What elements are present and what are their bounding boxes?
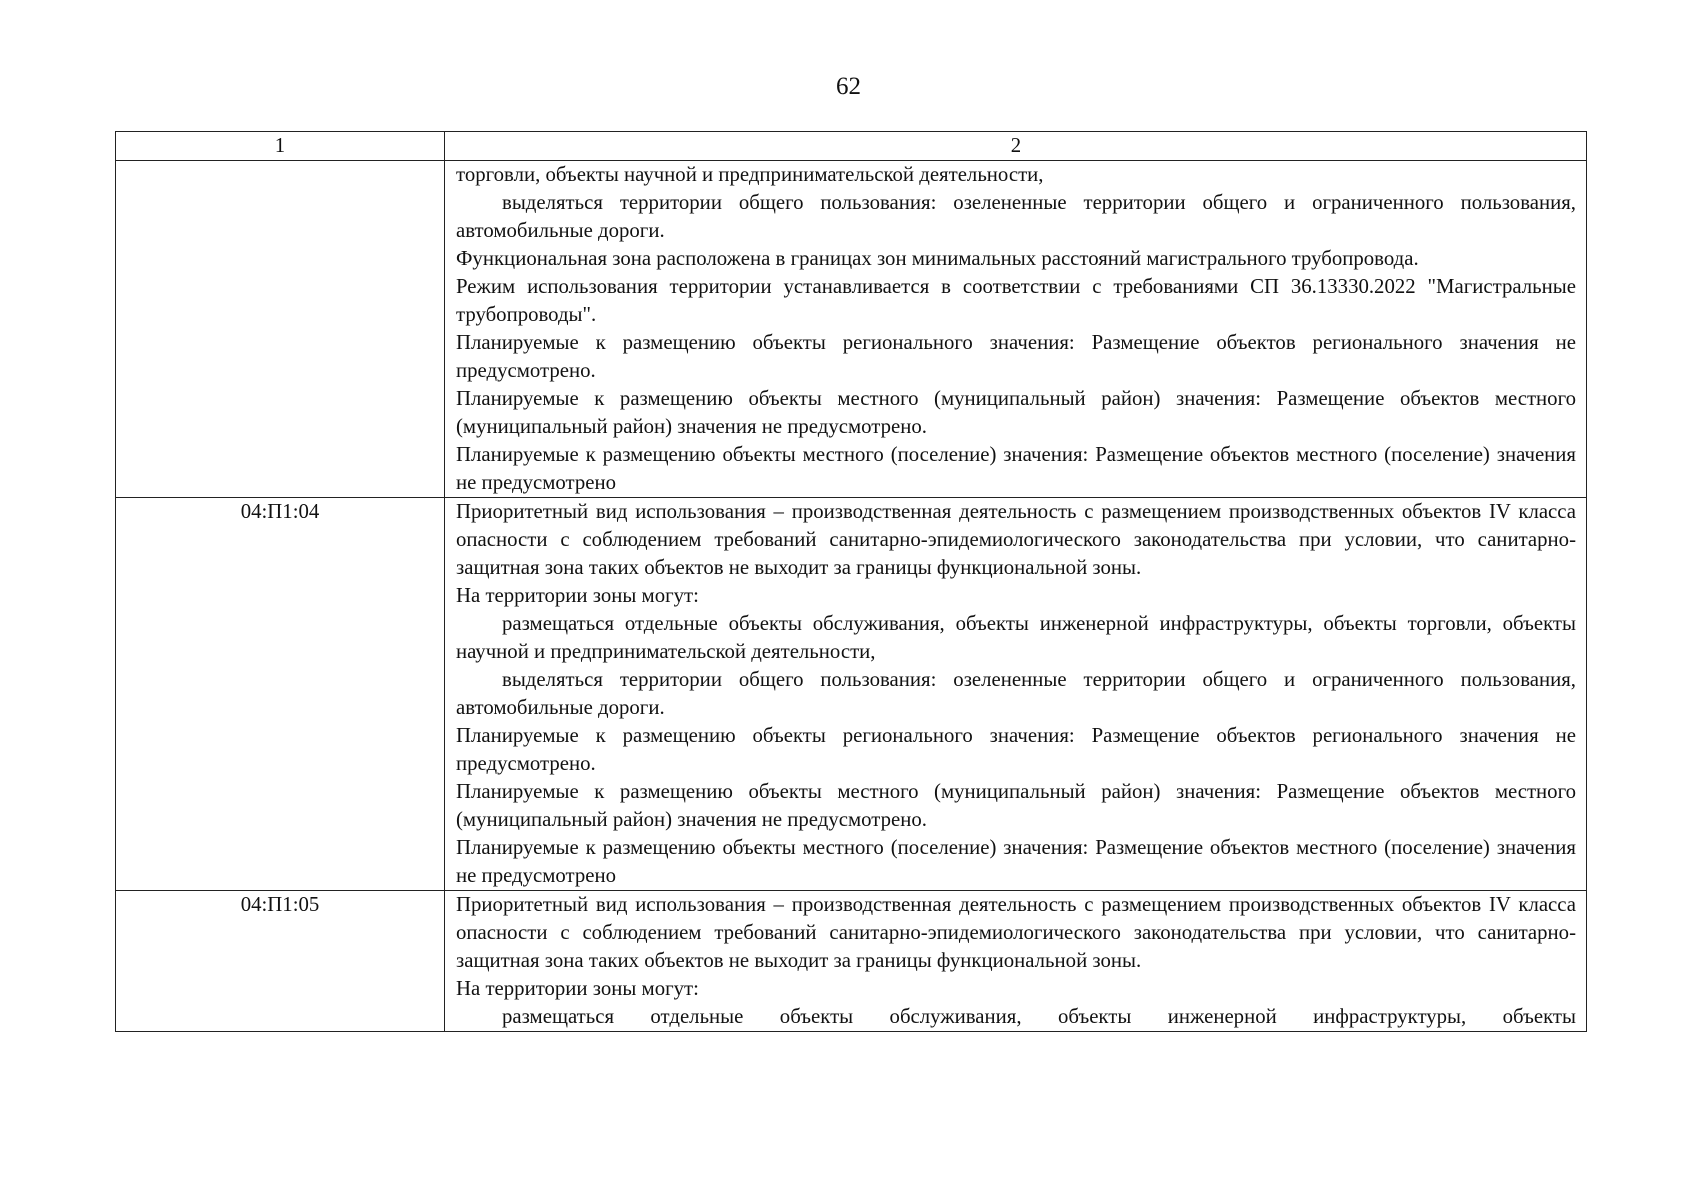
table-row <box>116 891 1587 1032</box>
description-paragraph: выделяться территории общего пользования: озелененные территории общего и ограниченного пользования, автомобильные дороги. <box>456 191 1576 242</box>
column-2-header: 2 <box>445 132 1587 161</box>
description-paragraph: Планируемые к размещению объекты местного (муниципальный район) значения: Размещение объектов местного (муниципальный район) значения не предусмотрено. <box>456 780 1576 831</box>
column-1-header: 1 <box>116 132 445 161</box>
description-paragraph: Планируемые к размещению объекты регионального значения: Размещение объектов регионального значения не предусмотрено. <box>456 724 1576 775</box>
description-paragraph: На территории зоны могут: <box>456 977 699 1000</box>
page-number: 62 <box>836 73 861 100</box>
description-paragraph: Функциональная зона расположена в границах зон минимальных расстояний магистрального трубопровода. <box>456 247 1419 270</box>
description-paragraph: Планируемые к размещению объекты местного (муниципальный район) значения: Размещение объектов местного (муниципальный район) значения не предусмотрено. <box>456 387 1576 438</box>
zones-table <box>115 131 1587 1032</box>
description-paragraph: размещаться отдельные объекты обслуживания, объекты инженерной инфраструктуры, объекты торговли, объекты научной и предпринимательской деятельности, <box>456 612 1576 663</box>
table-row <box>116 161 1587 498</box>
zone-description-cell <box>445 891 1587 1032</box>
zone-description-cell <box>445 161 1587 498</box>
description-paragraph: Режим использования территории устанавливается в соответствии с требованиями СП 36.13330.2022 "Магистральные трубопроводы". <box>456 275 1576 326</box>
description-paragraph: Приоритетный вид использования – производственная деятельность с размещением производственных объектов IV класса опасности с соблюдением требований санитарно-эпидемиологического законодательства при условии, что санитарно-защитная зона таких объектов не выходит за границы функциональной зоны. <box>456 500 1576 579</box>
description-paragraph: Приоритетный вид использования – производственная деятельность с размещением производственных объектов IV класса опасности с соблюдением требований санитарно-эпидемиологического законодательства при условии, что санитарно-защитная зона таких объектов не выходит за границы функциональной зоны. <box>456 893 1576 972</box>
zone-description-cell <box>445 498 1587 891</box>
zone-code-cell: 04:П1:04 <box>116 498 445 891</box>
description-paragraph: торговли, объекты научной и предпринимательской деятельности, <box>456 163 1044 186</box>
description-paragraph: размещаться отдельные объекты обслуживания, объекты инженерной инфраструктуры, объекты <box>502 1005 1576 1028</box>
description-paragraph: выделяться территории общего пользования: озелененные территории общего и ограниченного пользования, автомобильные дороги. <box>456 668 1576 719</box>
description-paragraph: Планируемые к размещению объекты регионального значения: Размещение объектов регионального значения не предусмотрено. <box>456 331 1576 382</box>
description-paragraph: На территории зоны могут: <box>456 584 699 607</box>
description-paragraph: Планируемые к размещению объекты местного (поселение) значения: Размещение объектов местного (поселение) значения не предусмотрено <box>456 836 1576 887</box>
zone-code-cell: 04:П1:05 <box>116 891 445 1032</box>
zone-code-cell <box>116 161 445 498</box>
description-paragraph: Планируемые к размещению объекты местного (поселение) значения: Размещение объектов местного (поселение) значения не предусмотрено <box>456 443 1576 494</box>
table-header-row <box>116 132 1587 161</box>
table-row <box>116 498 1587 891</box>
